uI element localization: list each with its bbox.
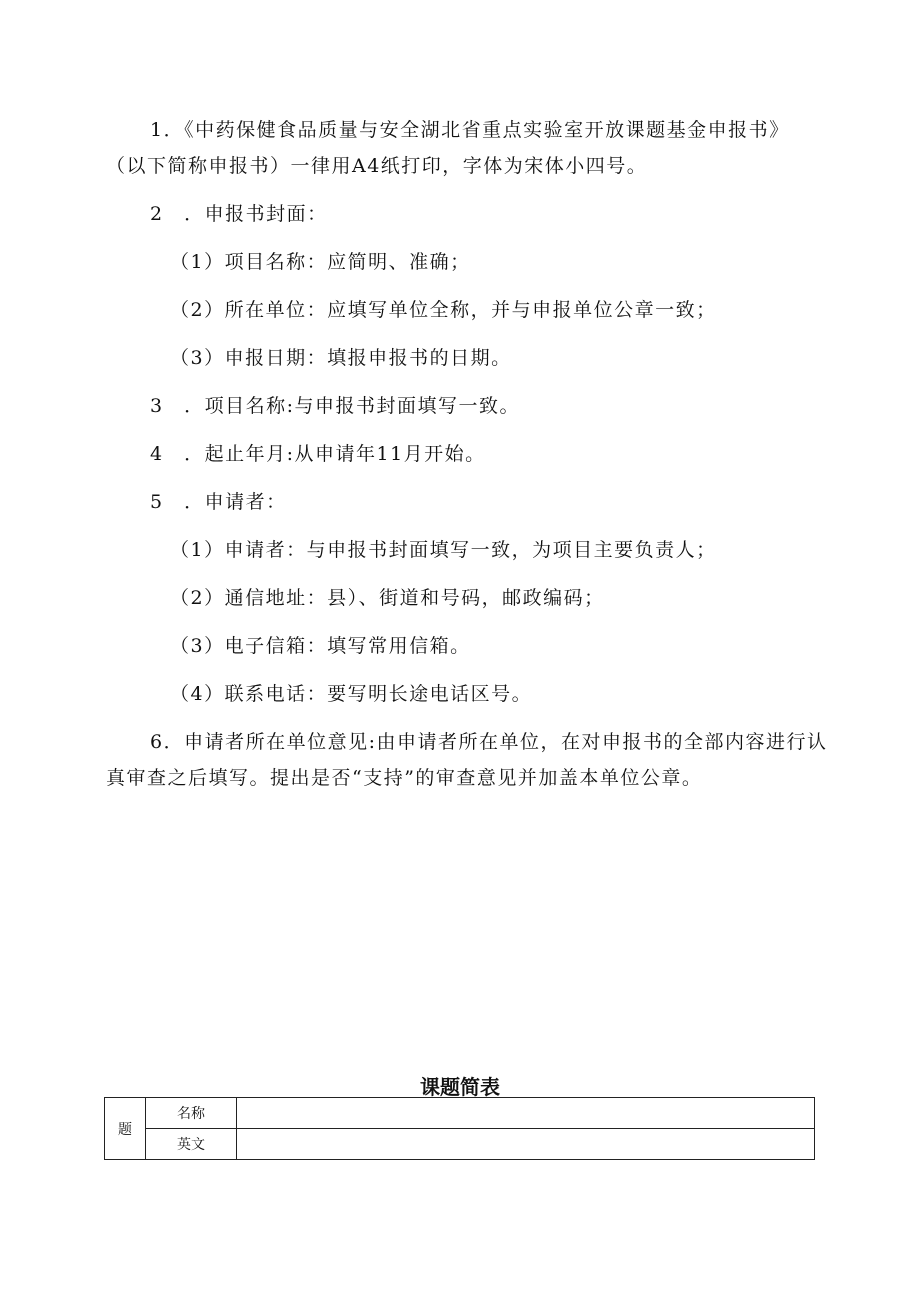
instruction-4: 4 ．起止年月:从申请年11月开始。: [150, 443, 486, 465]
name-value-cell[interactable]: [237, 1098, 815, 1129]
instruction-2-3: （3）申报日期：填报申报书的日期。: [170, 347, 512, 369]
english-value-cell[interactable]: [237, 1129, 815, 1160]
instruction-6-line-1: 6．申请者所在单位意见:由申请者所在单位，在对申报书的全部内容进行认: [150, 731, 828, 753]
instruction-2-1: （1）项目名称：应简明、准确；: [170, 251, 471, 273]
table-title: 课题简表: [420, 1075, 500, 1099]
table-row: [105, 1098, 815, 1129]
english-label-cell: 英文: [146, 1129, 237, 1160]
instruction-1-line-1: 1．《中药保健食品质量与安全湖北省重点实验室开放课题基金申报书》: [150, 119, 790, 141]
instruction-5: 5 ．申请者：: [150, 491, 287, 513]
instruction-2-2: （2）所在单位：应填写单位全称，并与申报单位公章一致；: [170, 299, 717, 321]
instruction-2: 2 ．申报书封面：: [150, 203, 328, 225]
name-label-cell: 名称: [146, 1098, 237, 1129]
instruction-5-2: （2）通信地址：县）、街道和号码，邮政编码；: [170, 587, 605, 609]
instruction-5-1: （1）申请者：与申报书封面填写一致，为项目主要负责人；: [170, 539, 717, 561]
project-summary-table: [104, 1097, 815, 1160]
instruction-5-4: （4）联系电话：要写明长途电话区号。: [170, 683, 533, 705]
instruction-1-line-2: （以下简称申报书）一律用A4纸打印，字体为宋体小四号。: [106, 155, 648, 177]
instruction-6-line-2: 真审查之后填写。提出是否“支持”的审查意见并加盖本单位公章。: [106, 767, 703, 789]
instruction-5-3: （3）电子信箱：填写常用信箱。: [170, 635, 471, 657]
instruction-3: 3 ．项目名称:与申报书封面填写一致。: [150, 395, 520, 417]
group-label-cell: 题: [105, 1098, 146, 1160]
table-row: [105, 1129, 815, 1160]
